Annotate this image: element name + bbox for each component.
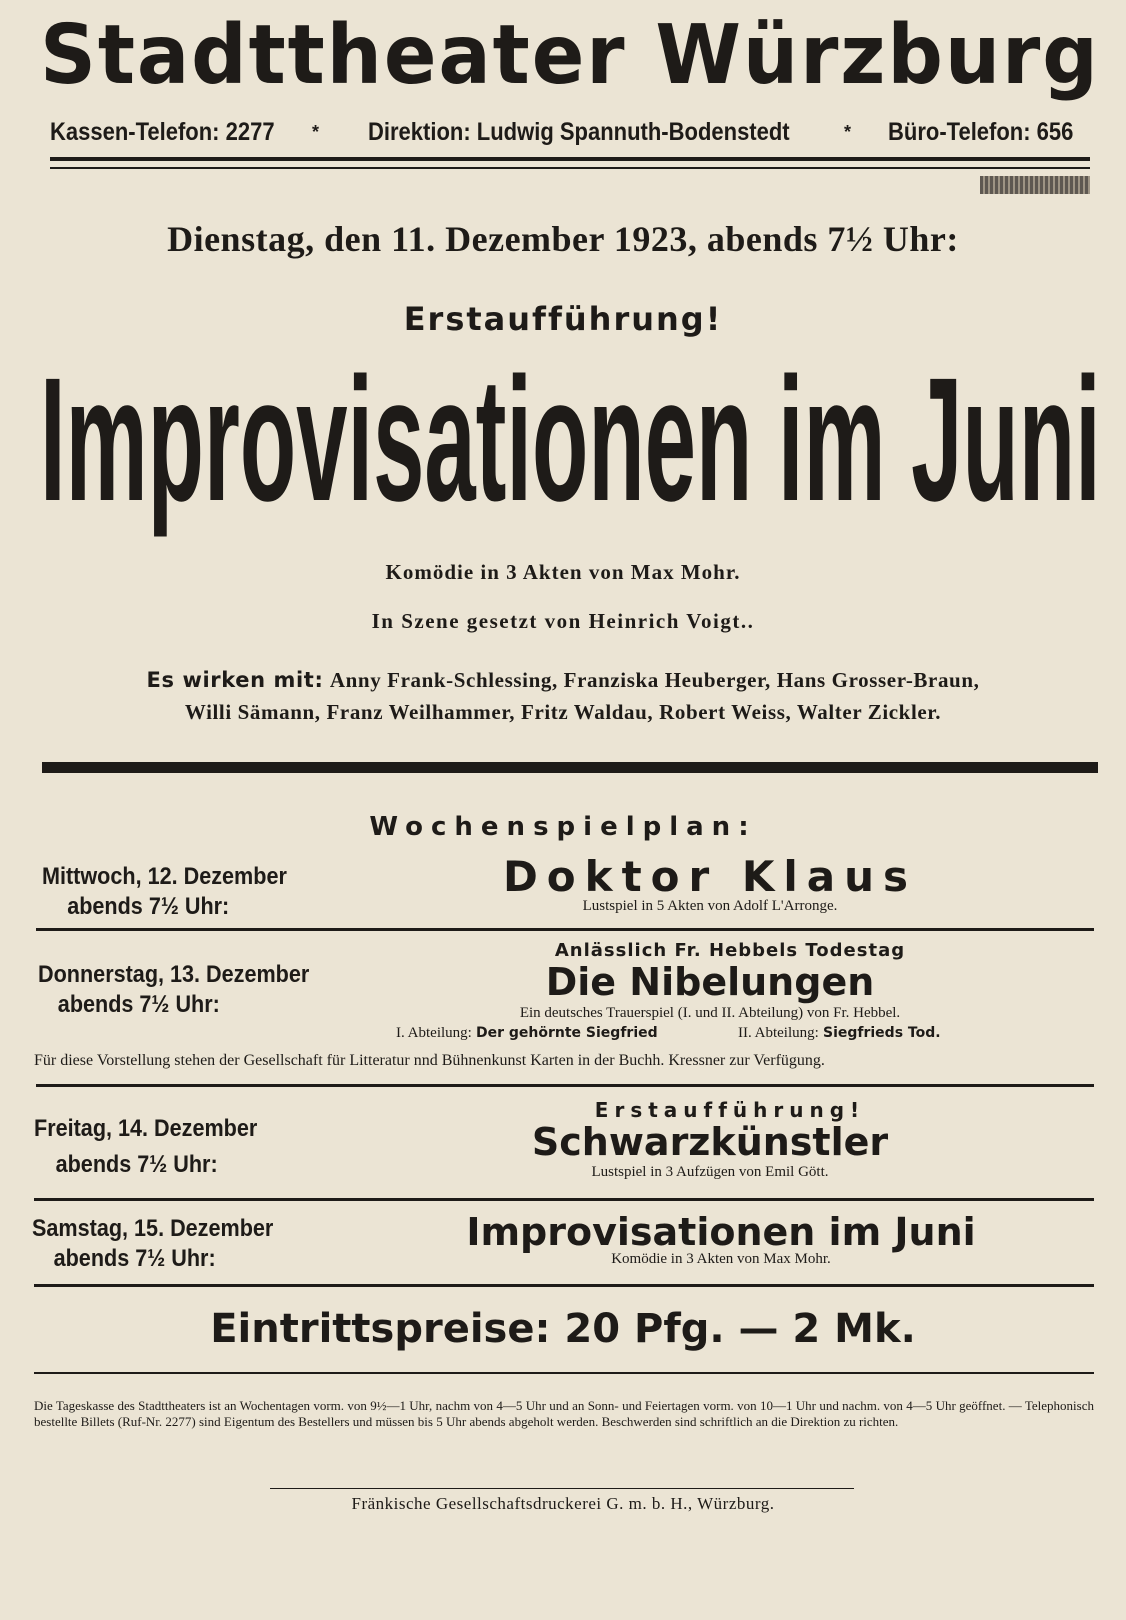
director-line: In Szene gesetzt von Heinrich Voigt.. xyxy=(371,609,755,633)
play-title: Doktor Klaus xyxy=(502,852,918,901)
schedule-day xyxy=(32,1214,273,1274)
section-rule xyxy=(42,762,1098,773)
main-title: Improvisationen im Juni xyxy=(40,342,1101,538)
main-subtitle: Komödie in 3 Akten von Max Mohr. xyxy=(385,560,741,584)
play-description: Lustspiel in 5 Akten von Adolf L'Arronge. xyxy=(582,898,838,914)
time-label: abends 7½ Uhr: xyxy=(55,1151,218,1178)
cast-label: Es wirken mit: xyxy=(146,668,324,692)
occasion-label: Anlässlich Fr. Hebbels Todestag xyxy=(554,940,906,961)
schedule-day xyxy=(34,1114,257,1180)
admission-prices: Eintrittspreise: 20 Pfg. — 2 Mk. xyxy=(210,1306,916,1352)
part2-label: II. Abteilung: xyxy=(737,1025,819,1041)
play-title: Schwarzkünstler xyxy=(531,1120,889,1164)
play-description: Ein deutsches Trauerspiel (I. und II. Abteilung) von Fr. Hebbel. xyxy=(519,1005,901,1021)
separator-star: * xyxy=(844,122,852,142)
parts-line xyxy=(396,1024,1076,1042)
imprint-rule xyxy=(270,1488,854,1489)
printer-imprint: Fränkische Gesellschaftsdruckerei G. m. b. H., Würzburg. xyxy=(351,1494,775,1513)
cast-line xyxy=(0,668,1126,693)
separator-star: * xyxy=(312,122,320,142)
weekly-schedule-heading: Wochenspielplan: xyxy=(369,812,757,842)
time-label: abends 7½ Uhr: xyxy=(57,991,220,1018)
row-rule xyxy=(36,928,1094,931)
day-label: Freitag, 14. Dezember xyxy=(34,1115,258,1142)
theater-name: Stadttheater Würzburg xyxy=(40,8,1100,103)
part1-label: I. Abteilung: xyxy=(396,1025,472,1041)
box-office-notice: Die Tageskasse des Stadttheaters ist an Wochentagen vorm. von 9½—1 Uhr, nachm von 4—5 Uhr und an Sonn- und Feiertagen vorm. von 10—1 Uhr und nachm. von 4—5 Uhr geöffnet. — Telephonisch bestellte Billets (Ruf-Nr. 2277) sind Eigentum des Bestellers und müssen bis 5 Uhr abends abgeholt werden. Beschwerden sind schriftlich an die Direktion zu richten. xyxy=(34,1398,1094,1429)
row-rule xyxy=(34,1372,1094,1374)
performance-note: Für diese Vorstellung stehen der Gesellschaft für Litteratur nnd Bühnenkunst Karten in der Buchh. Kressner zur Verfügung. xyxy=(34,1052,825,1069)
header-rule xyxy=(50,157,1090,161)
box-office-phone: Kassen-Telefon: 2277 xyxy=(50,118,275,146)
row-rule xyxy=(34,1284,1094,1287)
part2-title: Siegfrieds Tod. xyxy=(822,1025,941,1041)
management-line: Direktion: Ludwig Spannuth-Bodenstedt xyxy=(368,118,790,146)
time-label: abends 7½ Uhr: xyxy=(67,893,230,920)
header-rule xyxy=(50,167,1090,169)
day-label: Samstag, 15. Dezember xyxy=(32,1215,274,1242)
schedule-day xyxy=(38,960,309,1020)
cast-names: Anny Frank-Schlessing, Franziska Heuberger, Hans Grosser-Braun, xyxy=(329,668,980,692)
play-title: Die Nibelungen xyxy=(545,960,875,1004)
part1-title: Der gehörnte Siegfried xyxy=(476,1025,658,1041)
play-description: Lustspiel in 3 Aufzügen von Emil Gött. xyxy=(591,1164,829,1180)
ink-smudge xyxy=(980,176,1090,194)
time-label: abends 7½ Uhr: xyxy=(53,1245,216,1272)
row-rule xyxy=(34,1198,1094,1201)
schedule-day xyxy=(42,862,287,922)
premiere-label: Erstaufführung! xyxy=(403,300,723,338)
day-label: Donnerstag, 13. Dezember xyxy=(38,961,310,988)
day-label: Mittwoch, 12. Dezember xyxy=(42,863,287,890)
occasion-label: Erstaufführung! xyxy=(594,1098,866,1122)
cast-names: Willi Sämann, Franz Weilhammer, Fritz Waldau, Robert Weiss, Walter Zickler. xyxy=(184,700,942,724)
play-title: Improvisationen im Juni xyxy=(466,1210,976,1254)
play-description: Komödie in 3 Akten von Max Mohr. xyxy=(611,1251,831,1267)
row-rule xyxy=(36,1084,1094,1087)
office-phone: Büro-Telefon: 656 xyxy=(888,118,1074,146)
performance-date: Dienstag, den 11. Dezember 1923, abends 7½ Uhr: xyxy=(167,219,959,259)
